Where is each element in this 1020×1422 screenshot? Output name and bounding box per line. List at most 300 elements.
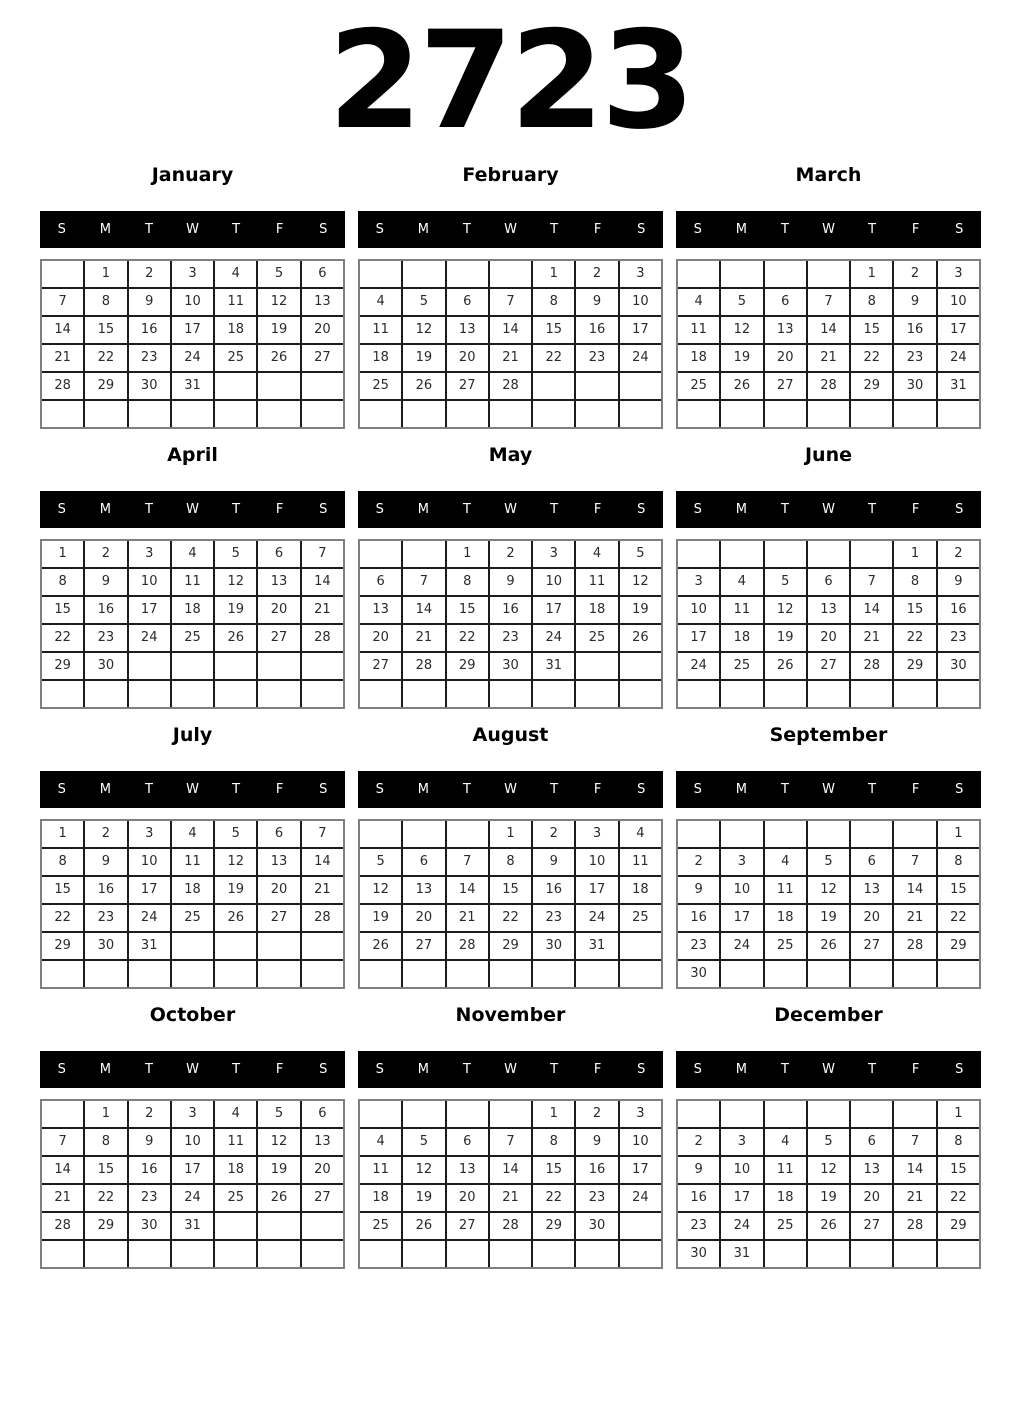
day-cell: 19 [258, 1157, 299, 1183]
day-cell: 21 [403, 625, 444, 651]
day-cell: 28 [302, 625, 343, 651]
day-cell: 25 [678, 373, 719, 399]
day-cell [42, 261, 83, 287]
day-cell: 11 [576, 569, 617, 595]
day-cell [258, 401, 299, 427]
day-cell: 12 [808, 877, 849, 903]
day-cell: 3 [533, 541, 574, 567]
day-grid [678, 821, 979, 987]
day-cell: 2 [85, 541, 126, 567]
day-cell [620, 681, 661, 707]
day-cell: 16 [678, 905, 719, 931]
day-cell [490, 961, 531, 987]
day-cell: 4 [576, 541, 617, 567]
day-cell: 4 [360, 1129, 401, 1155]
day-cell: 1 [85, 1101, 126, 1127]
day-cell [360, 541, 401, 567]
day-cell: 7 [490, 289, 531, 315]
day-cell: 8 [894, 569, 935, 595]
day-cell [808, 821, 849, 847]
weekday-label: M [735, 1061, 747, 1077]
day-cell: 18 [360, 345, 401, 371]
weekday-label: T [144, 1061, 153, 1077]
month-title: May [488, 443, 533, 466]
month-grid [40, 259, 345, 429]
day-cell: 28 [302, 905, 343, 931]
weekday-label: M [417, 1061, 429, 1077]
day-cell: 2 [129, 261, 170, 287]
day-grid [360, 261, 661, 427]
months-container [40, 164, 981, 1269]
day-cell: 26 [258, 345, 299, 371]
day-cell: 23 [129, 345, 170, 371]
day-cell: 25 [360, 1213, 401, 1239]
month-grid [358, 1099, 663, 1269]
day-cell: 22 [490, 905, 531, 931]
weekday-header-row [676, 211, 981, 248]
day-cell [447, 681, 488, 707]
day-cell: 10 [620, 1129, 661, 1155]
weekday-label: S [637, 221, 646, 237]
day-cell: 23 [129, 1185, 170, 1211]
day-cell: 8 [851, 289, 892, 315]
day-cell [302, 373, 343, 399]
day-cell [851, 401, 892, 427]
day-cell [490, 401, 531, 427]
day-cell: 7 [851, 569, 892, 595]
day-cell [215, 653, 256, 679]
day-cell: 11 [172, 569, 213, 595]
day-cell: 4 [215, 261, 256, 287]
day-cell: 16 [576, 317, 617, 343]
day-cell: 25 [765, 1213, 806, 1239]
day-cell [808, 1241, 849, 1267]
day-cell [851, 541, 892, 567]
day-cell: 11 [215, 1129, 256, 1155]
day-cell: 6 [447, 289, 488, 315]
day-cell: 25 [576, 625, 617, 651]
day-cell: 1 [938, 1101, 979, 1127]
day-cell [447, 1101, 488, 1127]
weekday-label: S [319, 781, 328, 797]
weekday-label: T [462, 1061, 471, 1077]
day-cell: 23 [576, 345, 617, 371]
day-cell [533, 373, 574, 399]
day-cell: 12 [215, 569, 256, 595]
day-cell: 24 [721, 1213, 762, 1239]
day-cell [808, 1101, 849, 1127]
day-cell: 29 [42, 933, 83, 959]
weekday-header-row [676, 491, 981, 528]
weekday-label: F [593, 501, 602, 517]
day-cell: 4 [360, 289, 401, 315]
day-cell: 30 [129, 1213, 170, 1239]
year-title: 2723 [328, 2, 692, 159]
day-cell [894, 1101, 935, 1127]
day-cell: 14 [894, 1157, 935, 1183]
day-cell: 5 [808, 1129, 849, 1155]
month-title: July [172, 723, 213, 746]
day-cell [678, 541, 719, 567]
month-grid [676, 539, 981, 709]
weekday-label: T [144, 781, 153, 797]
day-cell: 25 [215, 1185, 256, 1211]
day-cell: 29 [938, 933, 979, 959]
day-cell: 13 [851, 1157, 892, 1183]
day-cell [172, 1241, 213, 1267]
day-cell: 29 [894, 653, 935, 679]
day-cell: 22 [533, 1185, 574, 1211]
day-cell [403, 1101, 444, 1127]
day-cell: 31 [533, 653, 574, 679]
day-cell [42, 681, 83, 707]
weekday-label: T [144, 221, 153, 237]
day-cell: 13 [403, 877, 444, 903]
day-cell: 9 [533, 849, 574, 875]
weekday-label: S [57, 501, 66, 517]
day-cell: 8 [938, 1129, 979, 1155]
weekday-label: F [911, 221, 920, 237]
day-cell: 1 [938, 821, 979, 847]
day-grid [360, 1101, 661, 1267]
day-cell: 19 [403, 1185, 444, 1211]
day-cell: 24 [620, 1185, 661, 1211]
day-cell: 23 [894, 345, 935, 371]
day-cell [85, 401, 126, 427]
day-cell: 1 [42, 541, 83, 567]
day-cell: 30 [678, 961, 719, 987]
weekday-label: S [319, 501, 328, 517]
day-grid [678, 541, 979, 707]
weekday-label: T [550, 501, 559, 517]
day-cell: 15 [447, 597, 488, 623]
weekday-label: S [693, 781, 702, 797]
weekday-label: M [417, 501, 429, 517]
day-cell [129, 653, 170, 679]
day-cell: 30 [894, 373, 935, 399]
weekday-header-row [358, 1051, 663, 1088]
weekday-label: F [275, 501, 284, 517]
day-cell: 8 [42, 849, 83, 875]
day-cell: 21 [851, 625, 892, 651]
day-cell: 19 [620, 597, 661, 623]
weekday-label: T [550, 781, 559, 797]
day-cell: 17 [938, 317, 979, 343]
day-cell: 21 [894, 1185, 935, 1211]
day-cell: 24 [678, 653, 719, 679]
day-cell [533, 401, 574, 427]
day-grid [42, 1101, 343, 1267]
day-cell: 1 [851, 261, 892, 287]
day-cell: 5 [258, 1101, 299, 1127]
day-cell [360, 961, 401, 987]
day-cell: 12 [258, 1129, 299, 1155]
day-cell: 26 [403, 1213, 444, 1239]
day-cell: 29 [42, 653, 83, 679]
month-block [358, 1004, 663, 1269]
day-cell: 1 [447, 541, 488, 567]
day-cell [302, 681, 343, 707]
month-title: October [149, 1003, 236, 1026]
day-cell: 4 [172, 541, 213, 567]
day-cell [129, 961, 170, 987]
day-cell [215, 1213, 256, 1239]
day-cell: 17 [620, 1157, 661, 1183]
month-title: February [462, 163, 559, 186]
weekday-header-row [40, 491, 345, 528]
day-cell: 29 [938, 1213, 979, 1239]
day-cell [721, 541, 762, 567]
day-cell [620, 1213, 661, 1239]
day-cell: 29 [533, 1213, 574, 1239]
day-cell: 3 [678, 569, 719, 595]
day-cell: 24 [938, 345, 979, 371]
day-cell: 15 [490, 877, 531, 903]
weekday-label: M [99, 781, 111, 797]
day-cell: 11 [172, 849, 213, 875]
weekday-label: S [637, 501, 646, 517]
day-cell: 27 [851, 933, 892, 959]
day-cell: 10 [938, 289, 979, 315]
day-cell: 11 [765, 877, 806, 903]
day-cell: 19 [765, 625, 806, 651]
day-cell: 17 [576, 877, 617, 903]
weekday-label: S [693, 221, 702, 237]
day-cell [403, 401, 444, 427]
day-cell: 19 [721, 345, 762, 371]
weekday-label: S [955, 1061, 964, 1077]
month-title: August [472, 723, 549, 746]
weekday-label: M [417, 221, 429, 237]
month-grid [358, 259, 663, 429]
day-cell [447, 821, 488, 847]
day-cell: 28 [42, 373, 83, 399]
day-cell: 2 [576, 261, 617, 287]
day-cell: 9 [938, 569, 979, 595]
day-cell [721, 261, 762, 287]
day-cell: 27 [360, 653, 401, 679]
day-cell: 6 [258, 541, 299, 567]
day-cell [894, 401, 935, 427]
day-cell [258, 373, 299, 399]
day-cell: 9 [894, 289, 935, 315]
month-title: December [774, 1003, 883, 1026]
weekday-label: S [955, 781, 964, 797]
day-cell: 13 [447, 317, 488, 343]
day-cell: 27 [258, 625, 299, 651]
day-cell: 31 [938, 373, 979, 399]
day-cell: 12 [215, 849, 256, 875]
day-cell: 2 [678, 849, 719, 875]
day-cell: 26 [403, 373, 444, 399]
day-cell [302, 1241, 343, 1267]
day-cell: 6 [258, 821, 299, 847]
day-cell: 13 [851, 877, 892, 903]
day-cell: 22 [938, 905, 979, 931]
day-cell: 28 [851, 653, 892, 679]
day-cell: 20 [302, 1157, 343, 1183]
day-cell: 17 [721, 1185, 762, 1211]
day-cell [620, 401, 661, 427]
day-cell: 9 [678, 1157, 719, 1183]
day-cell: 3 [172, 1101, 213, 1127]
day-cell: 17 [172, 317, 213, 343]
day-cell [721, 401, 762, 427]
day-cell: 12 [721, 317, 762, 343]
day-cell: 6 [403, 849, 444, 875]
day-cell: 11 [360, 317, 401, 343]
day-cell: 19 [215, 877, 256, 903]
day-cell: 20 [851, 1185, 892, 1211]
day-cell: 9 [85, 849, 126, 875]
day-cell: 13 [808, 597, 849, 623]
day-cell: 24 [576, 905, 617, 931]
day-cell: 3 [721, 849, 762, 875]
day-cell: 30 [85, 933, 126, 959]
day-cell: 18 [765, 905, 806, 931]
day-cell [765, 681, 806, 707]
day-cell: 24 [172, 1185, 213, 1211]
month-grid [676, 1099, 981, 1269]
day-cell: 18 [620, 877, 661, 903]
day-cell: 8 [85, 289, 126, 315]
day-cell: 18 [678, 345, 719, 371]
day-cell [129, 1241, 170, 1267]
day-cell: 12 [620, 569, 661, 595]
day-cell: 5 [620, 541, 661, 567]
day-cell [360, 261, 401, 287]
day-cell: 26 [808, 1213, 849, 1239]
day-cell: 1 [533, 261, 574, 287]
day-cell: 27 [403, 933, 444, 959]
day-cell [851, 1241, 892, 1267]
weekday-label: W [822, 221, 835, 237]
weekday-label: F [911, 781, 920, 797]
day-cell: 18 [721, 625, 762, 651]
day-cell: 11 [620, 849, 661, 875]
day-cell [765, 961, 806, 987]
day-cell [129, 401, 170, 427]
weekday-label: W [822, 501, 835, 517]
day-cell [403, 1241, 444, 1267]
day-cell [851, 1101, 892, 1127]
day-cell [258, 653, 299, 679]
day-cell: 15 [894, 597, 935, 623]
day-cell: 23 [576, 1185, 617, 1211]
weekday-label: M [99, 1061, 111, 1077]
day-cell: 27 [302, 1185, 343, 1211]
day-cell: 6 [447, 1129, 488, 1155]
weekday-label: F [911, 501, 920, 517]
day-cell: 7 [490, 1129, 531, 1155]
day-cell [302, 1213, 343, 1239]
day-cell: 30 [533, 933, 574, 959]
weekday-label: W [822, 781, 835, 797]
day-cell: 15 [42, 597, 83, 623]
day-cell: 8 [533, 1129, 574, 1155]
day-cell [808, 681, 849, 707]
weekday-label: M [735, 501, 747, 517]
day-cell: 26 [360, 933, 401, 959]
day-cell [490, 261, 531, 287]
day-cell: 21 [42, 1185, 83, 1211]
weekday-label: T [868, 1061, 877, 1077]
day-cell: 16 [490, 597, 531, 623]
day-cell: 17 [721, 905, 762, 931]
day-cell: 16 [938, 597, 979, 623]
day-cell: 26 [808, 933, 849, 959]
day-cell: 19 [808, 905, 849, 931]
day-cell: 15 [42, 877, 83, 903]
day-cell: 2 [490, 541, 531, 567]
day-cell: 28 [490, 373, 531, 399]
day-cell: 24 [533, 625, 574, 651]
weekday-label: T [868, 781, 877, 797]
day-cell [490, 681, 531, 707]
day-cell: 24 [129, 905, 170, 931]
day-cell: 7 [808, 289, 849, 315]
day-cell [576, 653, 617, 679]
day-cell: 10 [721, 877, 762, 903]
day-cell [447, 1241, 488, 1267]
month-title: November [455, 1003, 566, 1026]
day-cell: 13 [258, 849, 299, 875]
month-grid [676, 259, 981, 429]
day-cell: 3 [938, 261, 979, 287]
weekday-label: S [375, 1061, 384, 1077]
day-grid [42, 541, 343, 707]
day-cell [129, 681, 170, 707]
month-block [40, 1004, 345, 1269]
weekday-label: M [99, 501, 111, 517]
day-cell: 21 [490, 345, 531, 371]
day-cell [851, 681, 892, 707]
day-cell [721, 961, 762, 987]
month-title: June [804, 443, 852, 466]
day-cell: 6 [808, 569, 849, 595]
day-cell: 11 [215, 289, 256, 315]
day-cell: 20 [447, 345, 488, 371]
day-cell [172, 653, 213, 679]
day-cell: 24 [721, 933, 762, 959]
day-cell [533, 961, 574, 987]
day-cell: 26 [620, 625, 661, 651]
weekday-label: F [275, 781, 284, 797]
weekday-label: F [275, 221, 284, 237]
day-cell: 5 [360, 849, 401, 875]
weekday-label: W [504, 1061, 517, 1077]
weekday-label: S [693, 501, 702, 517]
day-cell: 20 [808, 625, 849, 651]
day-cell [765, 1101, 806, 1127]
day-cell: 17 [620, 317, 661, 343]
day-cell [894, 821, 935, 847]
day-cell [808, 401, 849, 427]
day-cell: 22 [85, 1185, 126, 1211]
day-cell: 15 [851, 317, 892, 343]
weekday-label: T [462, 221, 471, 237]
day-cell: 13 [258, 569, 299, 595]
day-cell: 15 [533, 1157, 574, 1183]
day-cell: 28 [894, 933, 935, 959]
day-cell: 20 [447, 1185, 488, 1211]
day-cell: 14 [42, 317, 83, 343]
day-cell: 28 [447, 933, 488, 959]
day-cell: 22 [447, 625, 488, 651]
day-cell: 31 [172, 1213, 213, 1239]
month-block [676, 724, 981, 989]
day-cell: 4 [678, 289, 719, 315]
